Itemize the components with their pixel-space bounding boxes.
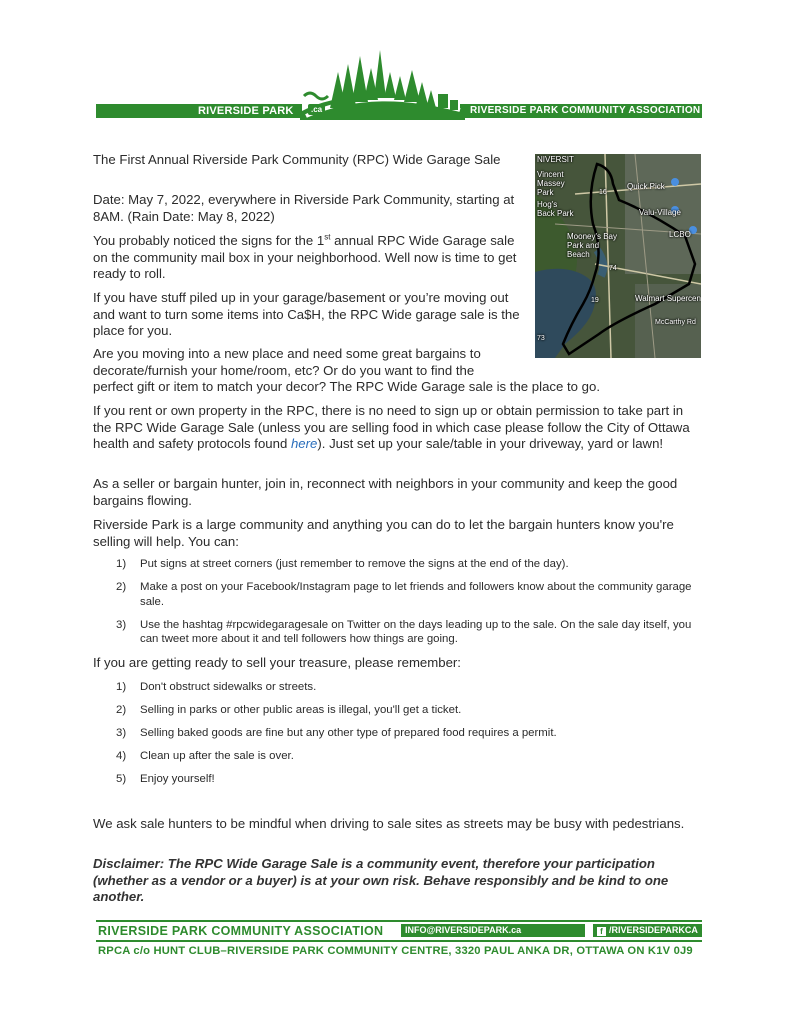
facebook-icon: f <box>597 927 606 936</box>
map-label-mooneys-bay: Mooney's Bay Park and Beach <box>567 232 617 259</box>
footer-email[interactable]: INFO@RIVERSIDEPARK.ca <box>401 924 585 937</box>
list-item: 4) Clean up after the sale is over. <box>116 750 294 763</box>
map-label-vincent-massey: Vincent Massey Park <box>537 170 565 197</box>
rent-paragraph: If you rent or own property in the RPC, there is no need to sign up or obtain permission to take part in the RPC Wide Garage Sale (unless you are selling food in which case please follow the City of Ottawa health and safety protocols found here). Just set up your sale/table in your driveway, yard or lawn! <box>93 403 690 451</box>
large-community-paragraph: Riverside Park is a large community and anything you can do to let the bargain hunters know you're selling will help. You can: <box>93 517 674 549</box>
list-item: 3) Use the hashtag #rpcwidegaragesale on Twitter on the days leading up to the sale. On the sale day itself, you can tweet more about it and tell followers how things are going. <box>116 618 692 646</box>
list-item: 2) Selling in parks or other public areas is illegal, you'll get a ticket. <box>116 704 462 717</box>
brand-left: RIVERSIDE PARK <box>198 105 294 117</box>
stuff-paragraph: If you have stuff piled up in your garage/basement or you’re moving out and want to turn some items into Ca$H, the RPC Wide garage sale is the place for you. <box>93 290 520 338</box>
remember-intro: If you are getting ready to sell your treasure, please remember: <box>93 655 461 670</box>
community-map <box>535 154 701 358</box>
doc-title: The First Annual Riverside Park Community (RPC) Wide Garage Sale <box>93 152 501 167</box>
map-label-route-19: 19 <box>591 297 599 304</box>
map-label-route-74: 74 <box>609 265 617 272</box>
list-item: 5) Enjoy yourself! <box>116 773 215 786</box>
join-paragraph: As a seller or bargain hunter, join in, reconnect with neighbors in your community and keep the good bargains flowing. <box>93 476 678 508</box>
sale-date: Date: May 7, 2022, everywhere in Riverside Park Community, starting at 8AM. (Rain Date: May 8, 2022) <box>93 192 515 224</box>
tips-list <box>116 557 696 655</box>
map-label-university: NIVERSIT <box>537 155 574 164</box>
list-item: 1) Don't obstruct sidewalks or streets. <box>116 681 317 693</box>
disclaimer: Disclaimer: The RPC Wide Garage Sale is a community event, therefore your participation (whether as a vendor or a buyer) is at your own risk. Behave responsibly and be kind to one another. <box>93 856 669 904</box>
list-item: 1) Put signs at street corners (just remember to remove the signs at the end of the day). <box>116 558 569 570</box>
footer-org-name: RIVERSIDE PARK COMMUNITY ASSOCIATION <box>98 924 384 938</box>
footer-rule-middle <box>96 940 702 942</box>
health-protocols-link[interactable]: here <box>290 436 318 451</box>
map-label-hogs-back: Hog's Back Park <box>537 200 574 218</box>
mindful-paragraph: We ask sale hunters to be mindful when driving to sale sites as streets may be busy with pedestrians. <box>93 816 685 831</box>
footer-address: RPCA c/o HUNT CLUB–RIVERSIDE PARK COMMUNITY CENTRE, 3320 PAUL ANKA DR, OTTAWA ON K1V 0J9 <box>98 945 693 957</box>
map-label-mccarthy: McCarthy Rd <box>655 319 696 326</box>
map-label-walmart: Walmart Supercen <box>635 294 701 303</box>
footer-social-handle: /RIVERSIDEPARKCA <box>609 925 698 935</box>
map-label-route-16: 16 <box>599 189 607 196</box>
map-label-valu-village: Valu-Village <box>639 208 681 217</box>
list-item: 2) Make a post on your Facebook/Instagram page to let friends and followers know about the community garage sale. <box>116 581 692 608</box>
footer-social[interactable] <box>593 924 702 937</box>
brand-suffix: .ca <box>308 104 325 115</box>
map-label-lcbo: LCBO <box>669 230 691 239</box>
moving-paragraph: Are you moving into a new place and need some great bargains to decorate/furnish your home/room, etc? Or do you want to find the perfect gift or item to match your decor? The RPC Wide Garage sale is the place to go. <box>93 346 600 394</box>
signs-paragraph: You probably noticed the signs for the 1st annual RPC Wide Garage sale on the community mail box in your neighborhood. Well now is time to get ready to roll. <box>93 232 517 281</box>
brand-right: RIVERSIDE PARK COMMUNITY ASSOCIATION <box>470 105 701 116</box>
rules-list <box>116 680 696 795</box>
page-header <box>0 0 794 130</box>
map-label-route-73: 73 <box>537 335 545 342</box>
map-label-quick-pick: Quick Pick <box>627 182 665 191</box>
footer-rule-top <box>96 920 702 922</box>
list-item: 3) Selling baked goods are fine but any other type of prepared food requires a permit. <box>116 727 557 740</box>
